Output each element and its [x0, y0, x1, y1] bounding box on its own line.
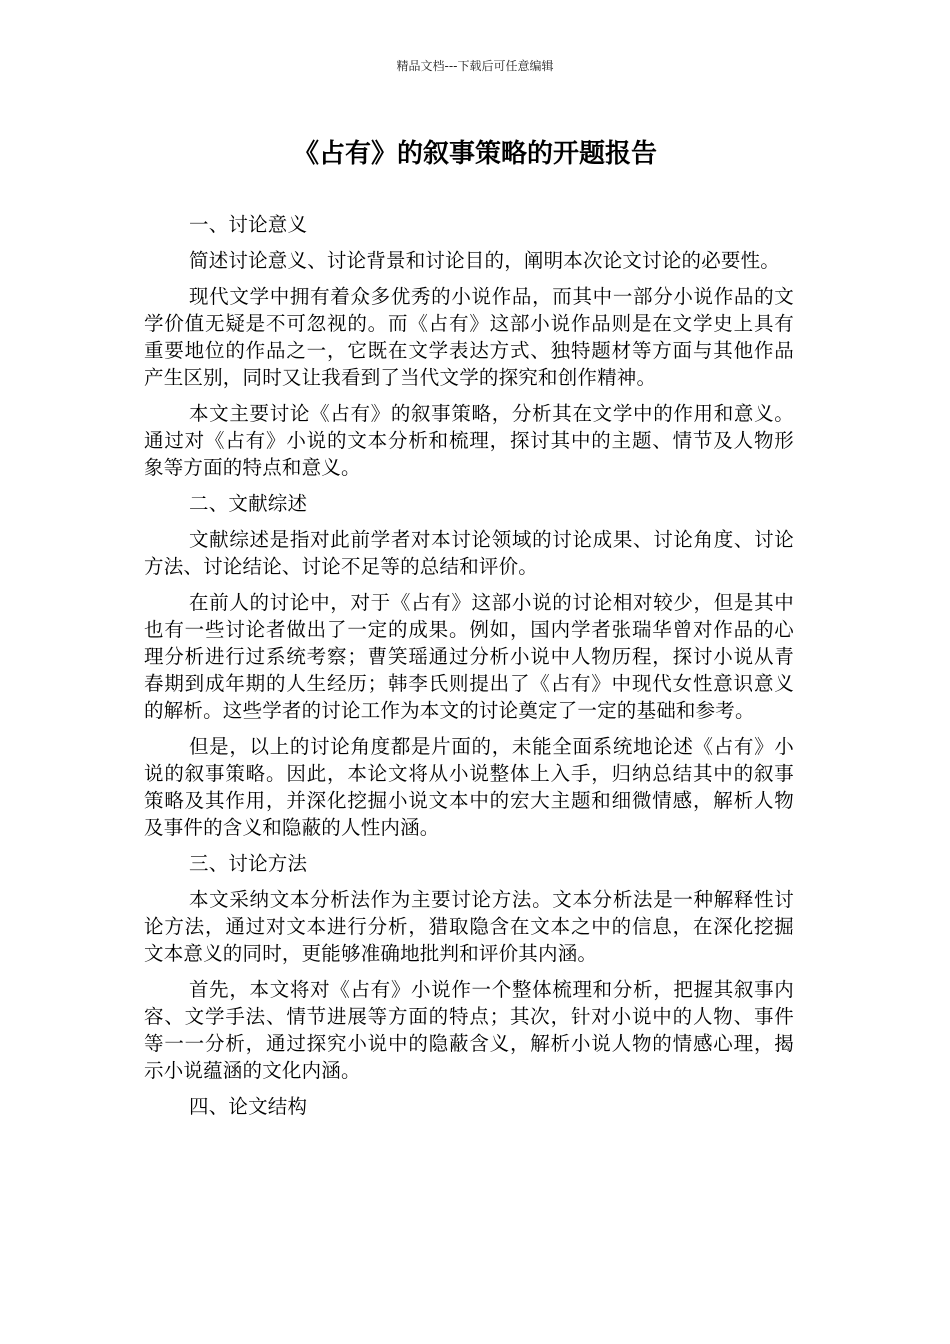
- paragraph: 文献综述是指对此前学者对本讨论领域的讨论成果、讨论角度、讨论方法、讨论结论、讨论不足等的总结和评价。: [144, 528, 794, 578]
- paragraph: 本文主要讨论《占有》的叙事策略，分析其在文学中的作用和意义。通过对《占有》小说的文本分析和梳理，探讨其中的主题、情节及人物形象等方面的特点和意义。: [144, 402, 794, 479]
- paragraph: 本文采纳文本分析法作为主要讨论方法。文本分析法是一种解释性讨论方法，通过对文本进行分析，猎取隐含在文本之中的信息，在深化挖掘文本意义的同时，更能够准确地批判和评价其内涵。: [144, 888, 794, 965]
- document-title: 《占有》的叙事策略的开题报告: [292, 139, 657, 169]
- paragraph: 在前人的讨论中，对于《占有》这部小说的讨论相对较少，但是其中也有一些讨论者做出了一定的成果。例如，国内学者张瑞华曾对作品的心理分析进行过系统考察；曹笑瑶通过分析小说中人物历程，探讨小说从青春期到成年期的人生经历；韩李氏则提出了《占有》中现代女性意识意义的解析。这些学者的讨论工作为本文的讨论奠定了一定的基础和参考。: [144, 591, 794, 722]
- paragraph: 但是，以上的讨论角度都是片面的，未能全面系统地论述《占有》小说的叙事策略。因此，本论文将从小说整体上入手，归纳总结其中的叙事策略及其作用，并深化挖掘小说文本中的宏大主题和细微情感，解析人物及事件的含义和隐蔽的人性内涵。: [144, 735, 794, 839]
- section-heading: 二、文献综述: [189, 492, 308, 515]
- paragraph: 简述讨论意义、讨论背景和讨论目的，阐明本次论文讨论的必要性。: [189, 249, 781, 272]
- paragraph: 首先，本文将对《占有》小说作一个整体梳理和分析，把握其叙事内容、文学手法、情节进展等方面的特点；其次，针对小说中的人物、事件等一一分析，通过探究小说中的隐蔽含义，解析小说人物的情感心理，揭示小说蕴涵的文化内涵。: [144, 978, 794, 1082]
- paragraph: 现代文学中拥有着众多优秀的小说作品，而其中一部分小说作品的文学价值无疑是不可忽视的。而《占有》这部小说作品则是在文学史上具有重要地位的作品之一，它既在文学表达方式、独特题材等方面与其他作品产生区别，同时又让我看到了当代文学的探究和创作精神。: [144, 285, 794, 389]
- section-heading: 一、讨论意义: [189, 213, 308, 236]
- section-heading: 三、讨论方法: [189, 852, 308, 875]
- header-note: 精品文档---下载后可任意编辑: [396, 59, 554, 73]
- section-heading: 四、论文结构: [189, 1095, 308, 1118]
- document-body: [144, 211, 794, 1129]
